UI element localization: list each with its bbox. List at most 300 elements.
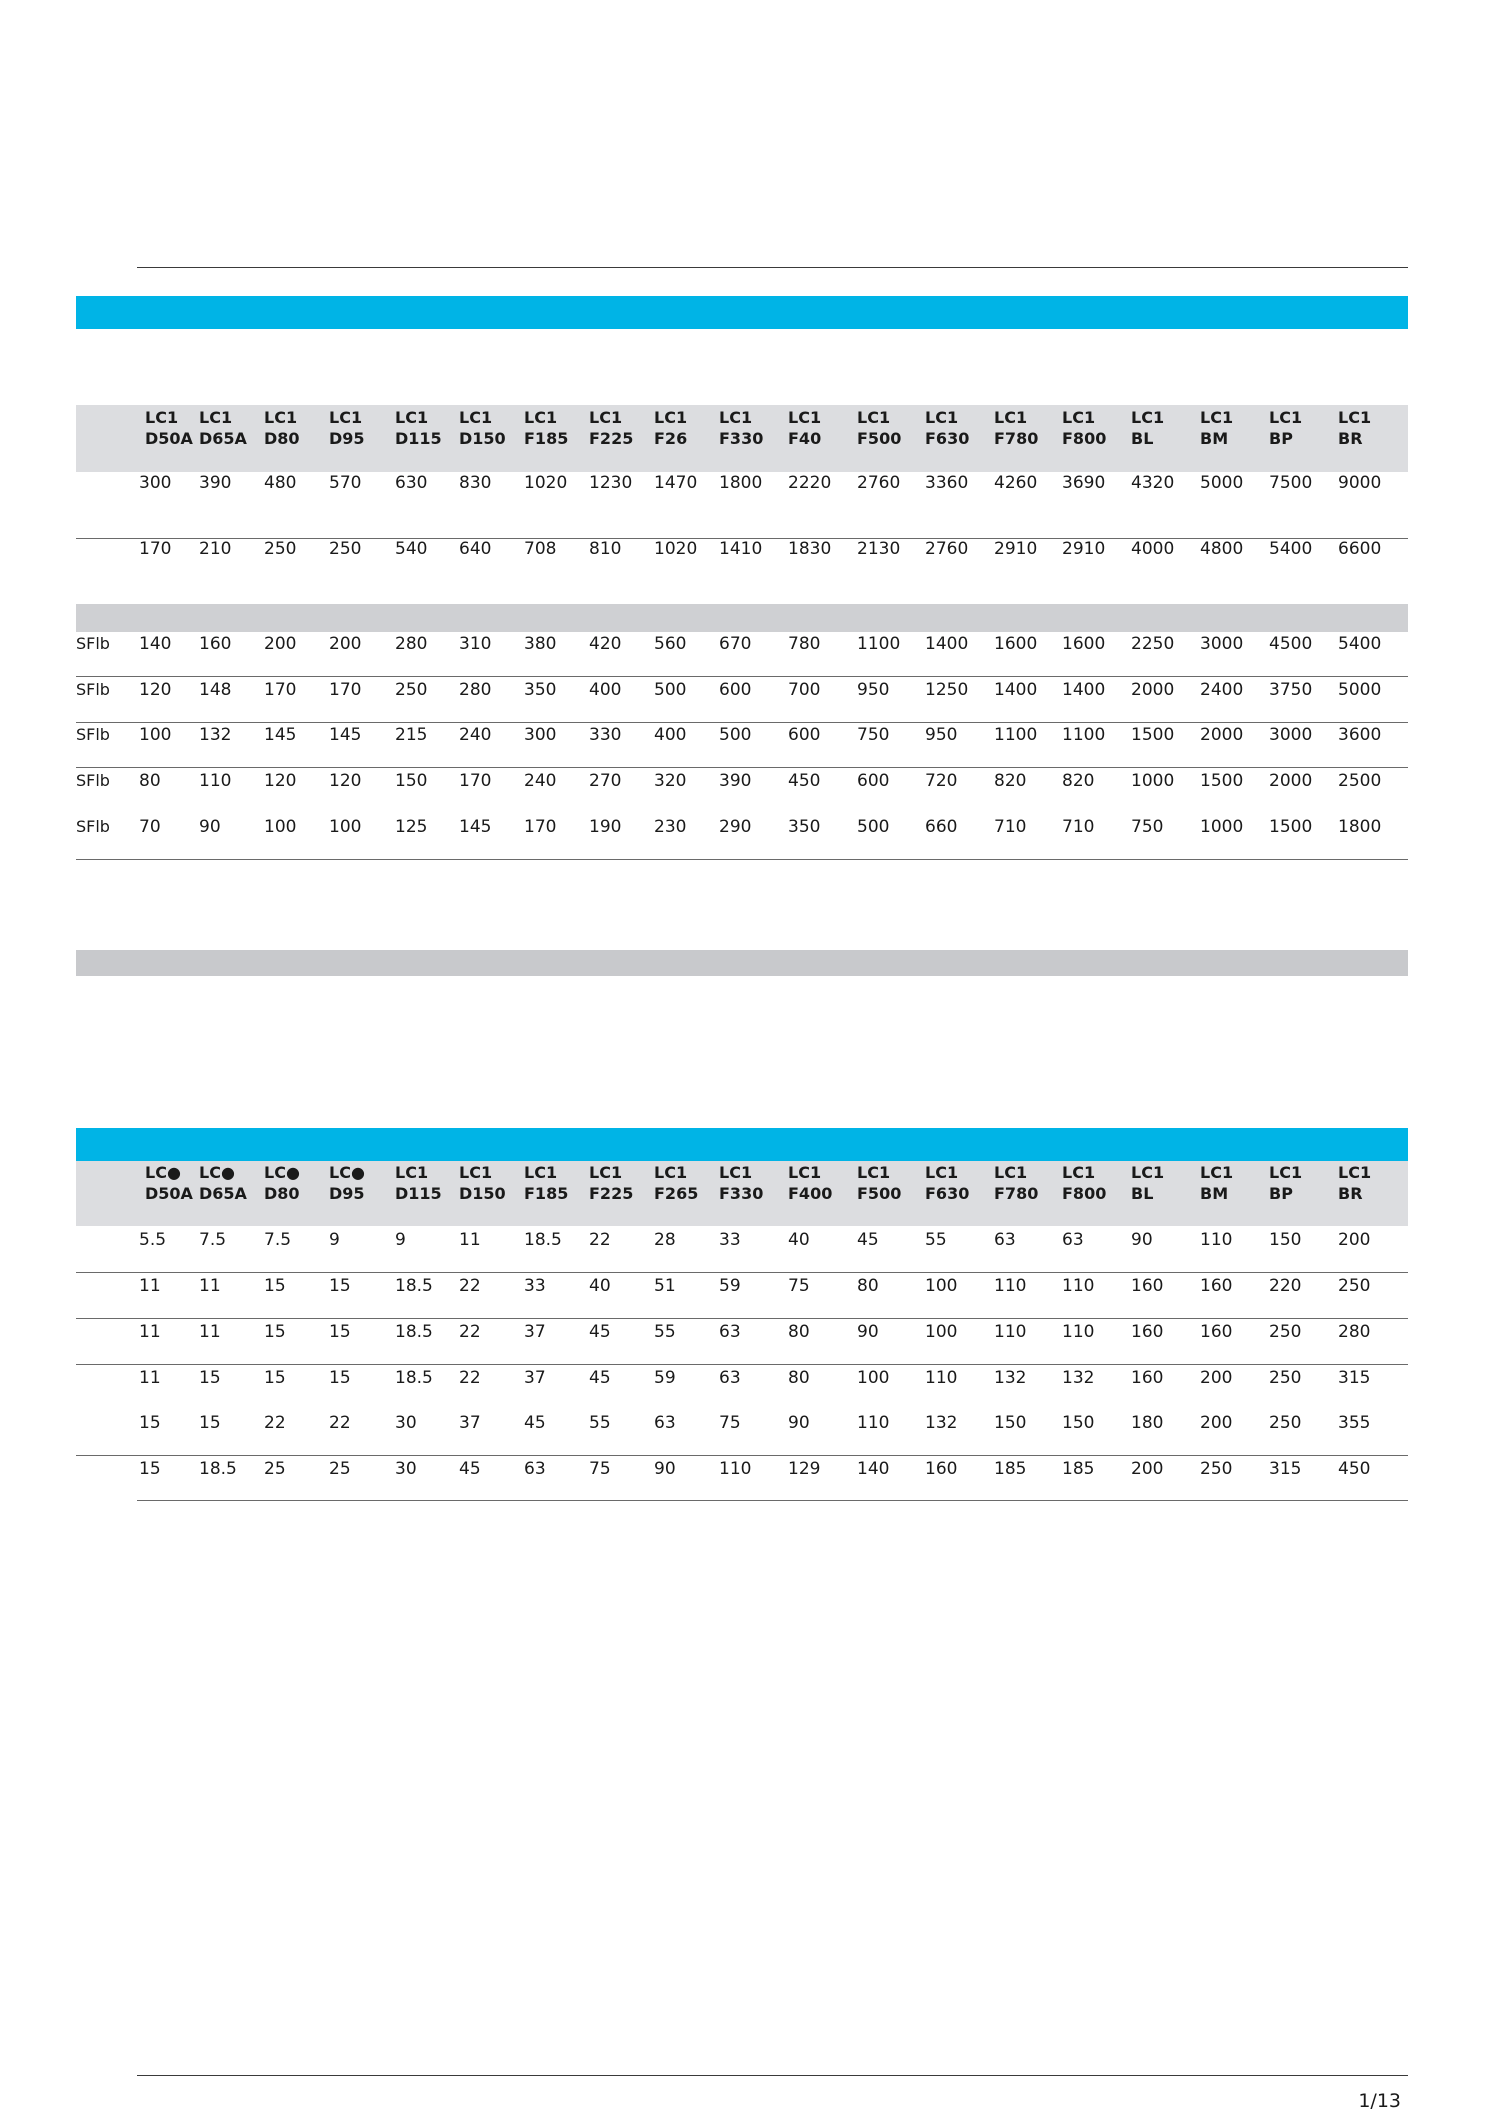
table-cell: 540 xyxy=(395,539,428,559)
table-cell: 15 xyxy=(139,1459,161,1479)
table-cell: 22 xyxy=(459,1368,481,1388)
table-cell: 710 xyxy=(994,817,1027,837)
column-header xyxy=(459,1162,506,1204)
table-cell: 420 xyxy=(589,634,622,654)
table-cell: 250 xyxy=(1269,1368,1302,1388)
column-header-line1: LC1 xyxy=(857,408,891,427)
column-header-line1: LC1 xyxy=(1131,408,1165,427)
table-cell: 160 xyxy=(1131,1322,1164,1342)
table-cell: 400 xyxy=(654,725,687,745)
table-cell: 830 xyxy=(459,473,492,493)
column-header-line2: BL xyxy=(1131,429,1154,448)
table-cell: 1400 xyxy=(925,634,969,654)
table-cell: 720 xyxy=(925,771,958,791)
table-cell: 2500 xyxy=(1338,771,1382,791)
top-rule xyxy=(137,267,1408,268)
table-cell: 450 xyxy=(788,771,821,791)
table-cell: 40 xyxy=(589,1276,611,1296)
column-header-line2: D65A xyxy=(199,429,247,448)
column-header xyxy=(1062,1162,1106,1204)
table-cell: 90 xyxy=(788,1413,810,1433)
column-header-line2: F185 xyxy=(524,429,569,448)
table-cell: 7.5 xyxy=(199,1230,227,1250)
table-cell: 11 xyxy=(199,1276,221,1296)
table-cell: 5.5 xyxy=(139,1230,167,1250)
table-cell: 55 xyxy=(925,1230,947,1250)
column-header-line2: D50A xyxy=(145,429,193,448)
table1-subheader-band xyxy=(76,604,1408,632)
column-header-line1: LC1 xyxy=(524,1163,558,1182)
column-header-line2: D150 xyxy=(459,429,506,448)
table-cell: 45 xyxy=(589,1368,611,1388)
column-header-line2: F800 xyxy=(1062,1184,1107,1203)
column-header-line1: LC1 xyxy=(1269,408,1303,427)
table-cell: 380 xyxy=(524,634,557,654)
table-cell: 3690 xyxy=(1062,473,1106,493)
column-header xyxy=(395,407,442,449)
row-divider xyxy=(76,1318,1408,1319)
column-header-line2: F630 xyxy=(925,429,970,448)
table-cell: 600 xyxy=(857,771,890,791)
column-header xyxy=(994,407,1038,449)
column-header xyxy=(654,407,687,449)
table-cell: 129 xyxy=(788,1459,821,1479)
table-cell: 500 xyxy=(654,680,687,700)
column-header-line1: LC1 xyxy=(1131,1163,1165,1182)
table-cell: 310 xyxy=(459,634,492,654)
column-header-line2: F500 xyxy=(857,1184,902,1203)
table-cell: 132 xyxy=(925,1413,958,1433)
table-cell: 400 xyxy=(589,680,622,700)
table-cell: 708 xyxy=(524,539,557,559)
column-header-line1: LC1 xyxy=(329,408,363,427)
table-cell: 25 xyxy=(264,1459,286,1479)
table-cell: 110 xyxy=(1200,1230,1233,1250)
column-header-line2: F780 xyxy=(994,1184,1039,1203)
table-cell: 3000 xyxy=(1200,634,1244,654)
table-cell: 5000 xyxy=(1200,473,1244,493)
table-cell: 160 xyxy=(925,1459,958,1479)
column-header-line1: LC1 xyxy=(264,408,298,427)
table-cell: 132 xyxy=(1062,1368,1095,1388)
column-header xyxy=(264,407,300,449)
table-cell: 1000 xyxy=(1131,771,1175,791)
table-cell: 280 xyxy=(459,680,492,700)
table-cell: 500 xyxy=(719,725,752,745)
column-header-line1: LC1 xyxy=(1200,1163,1234,1182)
table-cell: 560 xyxy=(654,634,687,654)
table-cell: 240 xyxy=(524,771,557,791)
row-divider xyxy=(76,767,1408,768)
column-header-line1: LC1 xyxy=(1338,408,1372,427)
row-divider xyxy=(76,722,1408,723)
column-header-line1: LC1 xyxy=(788,408,822,427)
table-cell: 2000 xyxy=(1269,771,1313,791)
column-header xyxy=(857,407,901,449)
table-cell: 63 xyxy=(994,1230,1016,1250)
table-cell: 1500 xyxy=(1269,817,1313,837)
table-cell: 330 xyxy=(589,725,622,745)
table-cell: 1100 xyxy=(857,634,901,654)
table-cell: 290 xyxy=(719,817,752,837)
table-cell: 270 xyxy=(589,771,622,791)
column-header-line1: LC1 xyxy=(1269,1163,1303,1182)
table-cell: 160 xyxy=(1200,1276,1233,1296)
table-cell: 150 xyxy=(1269,1230,1302,1250)
table-cell: 100 xyxy=(857,1368,890,1388)
table-cell: 820 xyxy=(994,771,1027,791)
table-cell: 150 xyxy=(1062,1413,1095,1433)
table-cell: 140 xyxy=(139,634,172,654)
table-cell: 2220 xyxy=(788,473,832,493)
table-cell: 11 xyxy=(459,1230,481,1250)
table-cell: 63 xyxy=(1062,1230,1084,1250)
table-cell: 160 xyxy=(1131,1368,1164,1388)
table-cell: 570 xyxy=(329,473,362,493)
table-cell: 110 xyxy=(925,1368,958,1388)
table-cell: 7500 xyxy=(1269,473,1313,493)
table-cell: 180 xyxy=(1131,1413,1164,1433)
table-cell: 350 xyxy=(524,680,557,700)
table-cell: 1250 xyxy=(925,680,969,700)
table-cell: 33 xyxy=(524,1276,546,1296)
table-cell: 750 xyxy=(1131,817,1164,837)
column-header xyxy=(589,407,633,449)
table-cell: 3360 xyxy=(925,473,969,493)
table-cell: 1800 xyxy=(1338,817,1382,837)
table-cell: 110 xyxy=(199,771,232,791)
table-cell: 1000 xyxy=(1200,817,1244,837)
column-header-line1: LC● xyxy=(329,1163,365,1182)
table-cell: 300 xyxy=(524,725,557,745)
table-cell: 4800 xyxy=(1200,539,1244,559)
column-header xyxy=(1269,407,1302,449)
column-header-line1: LC1 xyxy=(459,408,493,427)
table-cell: 22 xyxy=(329,1413,351,1433)
column-header xyxy=(1269,1162,1302,1204)
section-band-2 xyxy=(76,950,1408,976)
table-cell: 640 xyxy=(459,539,492,559)
table-cell: 63 xyxy=(654,1413,676,1433)
column-header-line1: LC● xyxy=(264,1163,300,1182)
table-cell: 160 xyxy=(199,634,232,654)
column-header-line2: F225 xyxy=(589,1184,634,1203)
table-cell: 90 xyxy=(654,1459,676,1479)
table-cell: 59 xyxy=(719,1276,741,1296)
table-cell: 132 xyxy=(994,1368,1027,1388)
column-header-line2: D95 xyxy=(329,1184,365,1203)
table-cell: 132 xyxy=(199,725,232,745)
table-cell: 110 xyxy=(1062,1322,1095,1342)
column-header-line1: LC1 xyxy=(1062,408,1096,427)
table-cell: 90 xyxy=(199,817,221,837)
table-cell: 148 xyxy=(199,680,232,700)
row-label: SFlb xyxy=(76,817,110,836)
table-cell: 145 xyxy=(329,725,362,745)
table-cell: 18.5 xyxy=(395,1368,433,1388)
table-cell: 160 xyxy=(1200,1322,1233,1342)
table-cell: 11 xyxy=(199,1322,221,1342)
table-cell: 185 xyxy=(994,1459,1027,1479)
table-cell: 45 xyxy=(524,1413,546,1433)
table-cell: 11 xyxy=(139,1368,161,1388)
table-cell: 170 xyxy=(524,817,557,837)
table-cell: 480 xyxy=(264,473,297,493)
table-cell: 120 xyxy=(329,771,362,791)
table-cell: 150 xyxy=(994,1413,1027,1433)
table-cell: 315 xyxy=(1338,1368,1371,1388)
table-cell: 2000 xyxy=(1131,680,1175,700)
table-cell: 250 xyxy=(329,539,362,559)
column-header-line2: F800 xyxy=(1062,429,1107,448)
column-header xyxy=(395,1162,442,1204)
table-cell: 1400 xyxy=(994,680,1038,700)
table-cell: 240 xyxy=(459,725,492,745)
table-cell: 250 xyxy=(1269,1322,1302,1342)
column-header-line1: LC1 xyxy=(524,408,558,427)
row-divider xyxy=(76,1272,1408,1273)
table-cell: 200 xyxy=(329,634,362,654)
table-cell: 30 xyxy=(395,1459,417,1479)
column-header-line2: D115 xyxy=(395,1184,442,1203)
table-cell: 600 xyxy=(719,680,752,700)
table-cell: 810 xyxy=(589,539,622,559)
table-cell: 185 xyxy=(1062,1459,1095,1479)
table-cell: 3000 xyxy=(1269,725,1313,745)
table-cell: 250 xyxy=(264,539,297,559)
table-cell: 190 xyxy=(589,817,622,837)
column-header xyxy=(719,407,763,449)
table-cell: 700 xyxy=(788,680,821,700)
table-cell: 250 xyxy=(1200,1459,1233,1479)
table-cell: 1500 xyxy=(1200,771,1244,791)
table-cell: 22 xyxy=(459,1322,481,1342)
table-cell: 1800 xyxy=(719,473,763,493)
table-cell: 1500 xyxy=(1131,725,1175,745)
table-cell: 22 xyxy=(459,1276,481,1296)
column-header-line2: BP xyxy=(1269,429,1293,448)
column-header-line2: F225 xyxy=(589,429,634,448)
table-cell: 9 xyxy=(329,1230,340,1250)
column-header xyxy=(524,407,568,449)
table-cell: 15 xyxy=(264,1276,286,1296)
table-cell: 110 xyxy=(994,1322,1027,1342)
table-cell: 200 xyxy=(1200,1368,1233,1388)
table-cell: 200 xyxy=(1338,1230,1371,1250)
table-cell: 80 xyxy=(139,771,161,791)
table-cell: 75 xyxy=(788,1276,810,1296)
table-cell: 320 xyxy=(654,771,687,791)
table-cell: 250 xyxy=(1269,1413,1302,1433)
table-cell: 500 xyxy=(857,817,890,837)
column-header xyxy=(145,407,193,449)
column-header-line1: LC● xyxy=(199,1163,235,1182)
table-cell: 70 xyxy=(139,817,161,837)
table-cell: 1020 xyxy=(654,539,698,559)
table-cell: 950 xyxy=(857,680,890,700)
table-cell: 59 xyxy=(654,1368,676,1388)
column-header-line2: D80 xyxy=(264,1184,300,1203)
table-cell: 15 xyxy=(329,1276,351,1296)
column-header xyxy=(925,407,969,449)
column-header-line2: D150 xyxy=(459,1184,506,1203)
table-cell: 15 xyxy=(329,1368,351,1388)
table-cell: 1020 xyxy=(524,473,568,493)
column-header xyxy=(1062,407,1106,449)
column-header-line2: D95 xyxy=(329,429,365,448)
table-cell: 11 xyxy=(139,1276,161,1296)
table-cell: 2910 xyxy=(1062,539,1106,559)
column-header xyxy=(329,407,365,449)
table-cell: 15 xyxy=(264,1368,286,1388)
table-cell: 18.5 xyxy=(395,1322,433,1342)
table-cell: 18.5 xyxy=(199,1459,237,1479)
table-cell: 600 xyxy=(788,725,821,745)
table-cell: 1100 xyxy=(1062,725,1106,745)
table-cell: 2130 xyxy=(857,539,901,559)
table-cell: 630 xyxy=(395,473,428,493)
column-header-line2: BM xyxy=(1200,1184,1229,1203)
table-cell: 30 xyxy=(395,1413,417,1433)
table-cell: 170 xyxy=(264,680,297,700)
table-cell: 110 xyxy=(719,1459,752,1479)
column-header-line2: F185 xyxy=(524,1184,569,1203)
table-cell: 9000 xyxy=(1338,473,1382,493)
table-cell: 355 xyxy=(1338,1413,1371,1433)
table-cell: 90 xyxy=(1131,1230,1153,1250)
table-cell: 45 xyxy=(459,1459,481,1479)
row-label: SFlb xyxy=(76,680,110,699)
table-cell: 63 xyxy=(719,1368,741,1388)
table-cell: 55 xyxy=(589,1413,611,1433)
column-header-line2: BL xyxy=(1131,1184,1154,1203)
column-header-line2: F330 xyxy=(719,429,764,448)
table-cell: 750 xyxy=(857,725,890,745)
table-cell: 80 xyxy=(788,1322,810,1342)
table-cell: 2760 xyxy=(857,473,901,493)
table-cell: 80 xyxy=(857,1276,879,1296)
column-header xyxy=(145,1162,193,1204)
table-cell: 390 xyxy=(719,771,752,791)
row-divider xyxy=(76,676,1408,677)
table-cell: 28 xyxy=(654,1230,676,1250)
table-cell: 145 xyxy=(264,725,297,745)
table-cell: 5400 xyxy=(1269,539,1313,559)
table-cell: 170 xyxy=(459,771,492,791)
table-cell: 15 xyxy=(139,1413,161,1433)
table-cell: 4500 xyxy=(1269,634,1313,654)
table-cell: 33 xyxy=(719,1230,741,1250)
table-cell: 75 xyxy=(719,1413,741,1433)
table-cell: 100 xyxy=(925,1322,958,1342)
table-cell: 2400 xyxy=(1200,680,1244,700)
table-cell: 25 xyxy=(329,1459,351,1479)
column-header-line2: F630 xyxy=(925,1184,970,1203)
table-cell: 110 xyxy=(994,1276,1027,1296)
table-cell: 710 xyxy=(1062,817,1095,837)
table-cell: 51 xyxy=(654,1276,676,1296)
column-header xyxy=(264,1162,300,1204)
column-header-line1: LC1 xyxy=(1338,1163,1372,1182)
table-cell: 80 xyxy=(788,1368,810,1388)
column-header-line2: F40 xyxy=(788,429,822,448)
column-header xyxy=(719,1162,763,1204)
column-header-line1: LC1 xyxy=(395,408,429,427)
column-header-line2: D80 xyxy=(264,429,300,448)
table-cell: 90 xyxy=(857,1322,879,1342)
table-cell: 75 xyxy=(589,1459,611,1479)
table-cell: 37 xyxy=(524,1368,546,1388)
table-cell: 9 xyxy=(395,1230,406,1250)
column-header xyxy=(857,1162,901,1204)
table-cell: 110 xyxy=(1062,1276,1095,1296)
table-cell: 670 xyxy=(719,634,752,654)
table-cell: 820 xyxy=(1062,771,1095,791)
table-cell: 18.5 xyxy=(524,1230,562,1250)
column-header xyxy=(925,1162,969,1204)
column-header-line1: LC1 xyxy=(1062,1163,1096,1182)
table-cell: 215 xyxy=(395,725,428,745)
column-header-line1: LC1 xyxy=(654,1163,688,1182)
table-cell: 40 xyxy=(788,1230,810,1250)
column-header-line1: LC1 xyxy=(459,1163,493,1182)
column-header-line1: LC1 xyxy=(925,1163,959,1182)
table-cell: 200 xyxy=(264,634,297,654)
column-header-line1: LC● xyxy=(145,1163,181,1182)
column-header-line1: LC1 xyxy=(199,408,233,427)
column-header xyxy=(1131,1162,1164,1204)
row-divider xyxy=(76,859,1408,860)
table-cell: 45 xyxy=(857,1230,879,1250)
table-cell: 63 xyxy=(524,1459,546,1479)
table-cell: 2000 xyxy=(1200,725,1244,745)
table-cell: 120 xyxy=(264,771,297,791)
table-cell: 55 xyxy=(654,1322,676,1342)
table-cell: 22 xyxy=(264,1413,286,1433)
column-header-line2: D115 xyxy=(395,429,442,448)
column-header xyxy=(199,1162,247,1204)
table-cell: 63 xyxy=(719,1322,741,1342)
table-cell: 1470 xyxy=(654,473,698,493)
column-header-line2: D65A xyxy=(199,1184,247,1203)
row-divider xyxy=(137,1500,1408,1501)
column-header-line2: F400 xyxy=(788,1184,833,1203)
table-cell: 2760 xyxy=(925,539,969,559)
table-cell: 100 xyxy=(264,817,297,837)
column-header-line2: D50A xyxy=(145,1184,193,1203)
column-header-line2: F780 xyxy=(994,429,1039,448)
table-cell: 18.5 xyxy=(395,1276,433,1296)
table-cell: 160 xyxy=(1131,1276,1164,1296)
column-header xyxy=(524,1162,568,1204)
column-header-line1: LC1 xyxy=(1200,408,1234,427)
table-cell: 3600 xyxy=(1338,725,1382,745)
table-cell: 110 xyxy=(857,1413,890,1433)
table-cell: 7.5 xyxy=(264,1230,292,1250)
table-cell: 4260 xyxy=(994,473,1038,493)
table-cell: 300 xyxy=(139,473,172,493)
table-cell: 11 xyxy=(139,1322,161,1342)
table-cell: 150 xyxy=(395,771,428,791)
table-cell: 15 xyxy=(264,1322,286,1342)
table-cell: 5400 xyxy=(1338,634,1382,654)
column-header-line1: LC1 xyxy=(654,408,688,427)
table-cell: 170 xyxy=(139,539,172,559)
table-cell: 2910 xyxy=(994,539,1038,559)
column-header-line1: LC1 xyxy=(857,1163,891,1182)
table-cell: 250 xyxy=(395,680,428,700)
table-cell: 220 xyxy=(1269,1276,1302,1296)
